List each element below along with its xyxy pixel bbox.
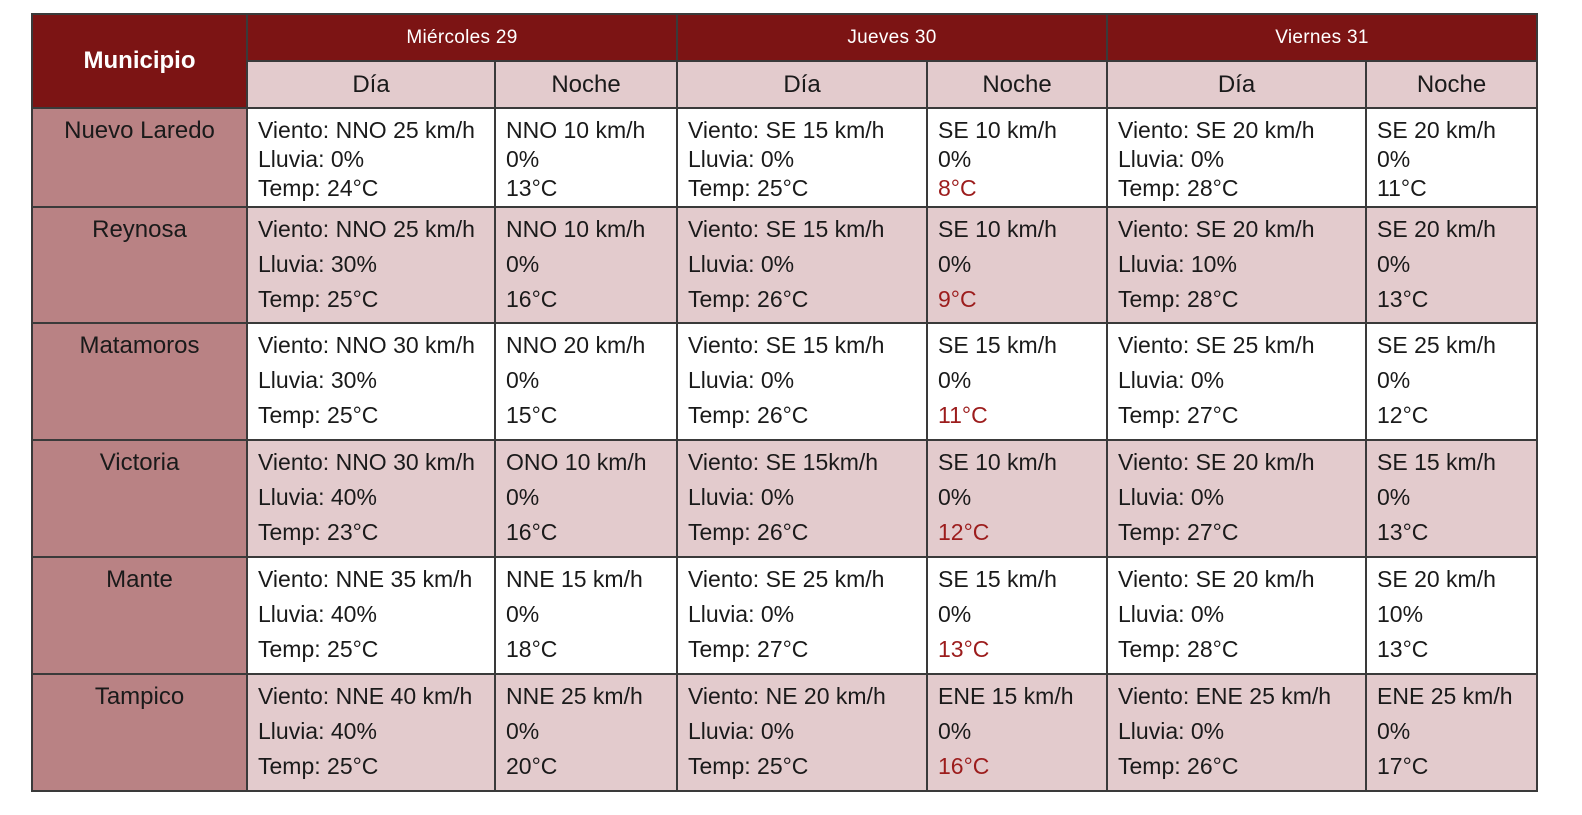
day-header-wednesday: Miércoles 29: [247, 14, 677, 61]
viento-value: Viento: NE 20 km/h: [688, 683, 886, 709]
forecast-cell: [247, 108, 495, 207]
viento-value: SE 10 km/h: [938, 216, 1057, 242]
temp-value: Temp: 28°C: [1118, 636, 1239, 662]
forecast-cell: [1107, 323, 1366, 440]
temp-value: 13°C: [1377, 519, 1429, 545]
forecast-cell: [677, 323, 927, 440]
temp-value: Temp: 24°C: [258, 175, 379, 201]
forecast-cell: [677, 108, 927, 207]
lluvia-value: Lluvia: 40%: [258, 601, 377, 627]
table-row: [32, 674, 1537, 791]
period-header-dia: Día: [247, 61, 495, 108]
lluvia-value: Lluvia: 40%: [258, 718, 377, 744]
temp-value: Temp: 27°C: [1118, 519, 1239, 545]
temp-value: Temp: 26°C: [688, 286, 809, 312]
lluvia-value: Lluvia: 0%: [688, 367, 795, 393]
temp-value: Temp: 26°C: [1118, 753, 1239, 779]
forecast-cell: [495, 323, 677, 440]
forecast-cell: [677, 557, 927, 674]
table-row: [32, 557, 1537, 674]
temp-value: 20°C: [506, 753, 558, 779]
viento-value: SE 20 km/h: [1377, 216, 1496, 242]
municipio-cell: Reynosa: [32, 207, 247, 323]
temp-value: Temp: 25°C: [258, 286, 379, 312]
viento-value: Viento: NNO 30 km/h: [258, 449, 475, 475]
forecast-cell: [927, 440, 1107, 557]
viento-value: Viento: SE 25 km/h: [688, 566, 885, 592]
lluvia-value: 0%: [1377, 367, 1411, 393]
temp-value: Temp: 23°C: [258, 519, 379, 545]
forecast-cell: [1107, 108, 1366, 207]
temp-value: 18°C: [506, 636, 558, 662]
temp-value: 12°C: [1377, 402, 1429, 428]
lluvia-value: Lluvia: 0%: [1118, 146, 1225, 172]
lluvia-value: 0%: [506, 251, 540, 277]
viento-value: SE 10 km/h: [938, 449, 1057, 475]
lluvia-value: 0%: [506, 146, 540, 172]
lluvia-value: Lluvia: 30%: [258, 251, 377, 277]
lluvia-value: 0%: [938, 601, 972, 627]
forecast-cell: [677, 674, 927, 791]
viento-value: Viento: ENE 25 km/h: [1118, 683, 1332, 709]
period-header-dia: Día: [1107, 61, 1366, 108]
municipio-header: Municipio: [32, 14, 247, 108]
municipio-cell: Mante: [32, 557, 247, 674]
temp-value: 11°C: [1377, 175, 1427, 201]
day-header-thursday: Jueves 30: [677, 14, 1107, 61]
viento-value: SE 25 km/h: [1377, 332, 1496, 358]
viento-value: Viento: NNO 30 km/h: [258, 332, 475, 358]
forecast-cell: [1107, 674, 1366, 791]
viento-value: Viento: SE 15 km/h: [688, 216, 885, 242]
forecast-cell: [247, 557, 495, 674]
temp-value: Temp: 25°C: [258, 636, 379, 662]
temp-value: 8°C: [938, 175, 977, 201]
temp-value: Temp: 26°C: [688, 402, 809, 428]
forecast-cell: [1366, 323, 1537, 440]
period-header-row: [32, 61, 1537, 108]
lluvia-value: 0%: [1377, 146, 1411, 172]
temp-value: 13°C: [506, 175, 558, 201]
viento-value: NNE 15 km/h: [506, 566, 643, 592]
lluvia-value: Lluvia: 0%: [1118, 484, 1225, 510]
viento-value: ENE 15 km/h: [938, 683, 1074, 709]
forecast-cell: [927, 557, 1107, 674]
temp-value: Temp: 28°C: [1118, 175, 1239, 201]
period-header-noche: Noche: [1366, 61, 1537, 108]
lluvia-value: Lluvia: 0%: [1118, 367, 1225, 393]
forecast-cell: [247, 323, 495, 440]
lluvia-value: Lluvia: 0%: [1118, 601, 1225, 627]
viento-value: Viento: NNE 35 km/h: [258, 566, 473, 592]
table-row: [32, 207, 1537, 323]
forecast-cell: [495, 108, 677, 207]
forecast-table: [31, 13, 1538, 792]
lluvia-value: Lluvia: 0%: [688, 251, 795, 277]
forecast-cell: [1366, 557, 1537, 674]
forecast-cell: [1107, 440, 1366, 557]
temp-value: Temp: 25°C: [258, 402, 379, 428]
temp-value: 16°C: [506, 519, 558, 545]
lluvia-value: 0%: [938, 251, 972, 277]
forecast-cell: [1366, 108, 1537, 207]
forecast-cell: [495, 557, 677, 674]
forecast-cell: [677, 440, 927, 557]
top-strip: [0, 0, 1582, 12]
viento-value: Viento: SE 20 km/h: [1118, 449, 1315, 475]
lluvia-value: Lluvia: 0%: [688, 146, 795, 172]
period-header-dia: Día: [677, 61, 927, 108]
forecast-cell: [677, 207, 927, 323]
viento-value: SE 20 km/h: [1377, 117, 1496, 143]
temp-value: 11°C: [938, 402, 988, 428]
temp-value: 9°C: [938, 286, 977, 312]
viento-value: ONO 10 km/h: [506, 449, 647, 475]
temp-value: 13°C: [938, 636, 990, 662]
table-row: [32, 108, 1537, 207]
forecast-cell: [927, 108, 1107, 207]
table-row: [32, 323, 1537, 440]
municipio-cell: Tampico: [32, 674, 247, 791]
viento-value: NNE 25 km/h: [506, 683, 643, 709]
viento-value: Viento: NNE 40 km/h: [258, 683, 473, 709]
forecast-cell: [1107, 207, 1366, 323]
municipio-cell: Victoria: [32, 440, 247, 557]
viento-value: SE 20 km/h: [1377, 566, 1496, 592]
viento-value: Viento: SE 20 km/h: [1118, 566, 1315, 592]
lluvia-value: 10%: [1377, 601, 1424, 627]
temp-value: 16°C: [506, 286, 558, 312]
lluvia-value: 0%: [938, 484, 972, 510]
viento-value: Viento: SE 20 km/h: [1118, 117, 1315, 143]
viento-value: Viento: NNO 25 km/h: [258, 117, 475, 143]
temp-value: 12°C: [938, 519, 990, 545]
temp-value: 15°C: [506, 402, 558, 428]
municipio-cell: Matamoros: [32, 323, 247, 440]
viento-value: NNO 10 km/h: [506, 216, 646, 242]
temp-value: Temp: 27°C: [688, 636, 809, 662]
day-header-friday: Viernes 31: [1107, 14, 1537, 61]
forecast-cell: [1366, 207, 1537, 323]
forecast-cell: [495, 207, 677, 323]
lluvia-value: Lluvia: 0%: [258, 146, 365, 172]
viento-value: ENE 25 km/h: [1377, 683, 1513, 709]
lluvia-value: 0%: [938, 367, 972, 393]
temp-value: 16°C: [938, 753, 990, 779]
viento-value: Viento: SE 20 km/h: [1118, 216, 1315, 242]
period-header-noche: Noche: [495, 61, 677, 108]
lluvia-value: Lluvia: 30%: [258, 367, 377, 393]
viento-value: SE 15 km/h: [1377, 449, 1496, 475]
viento-value: Viento: SE 25 km/h: [1118, 332, 1315, 358]
forecast-cell: [247, 207, 495, 323]
forecast-cell: [495, 674, 677, 791]
lluvia-value: Lluvia: 0%: [688, 718, 795, 744]
lluvia-value: Lluvia: 0%: [688, 484, 795, 510]
period-header-noche: Noche: [927, 61, 1107, 108]
viento-value: Viento: SE 15 km/h: [688, 117, 885, 143]
viento-value: Viento: NNO 25 km/h: [258, 216, 475, 242]
viento-value: SE 15 km/h: [938, 332, 1057, 358]
forecast-cell: [1366, 440, 1537, 557]
lluvia-value: 0%: [938, 718, 972, 744]
temp-value: 13°C: [1377, 286, 1429, 312]
lluvia-value: Lluvia: 40%: [258, 484, 377, 510]
lluvia-value: 0%: [506, 484, 540, 510]
lluvia-value: Lluvia: 10%: [1118, 251, 1237, 277]
temp-value: Temp: 28°C: [1118, 286, 1239, 312]
temp-value: Temp: 25°C: [258, 753, 379, 779]
temp-value: 17°C: [1377, 753, 1429, 779]
forecast-cell: [495, 440, 677, 557]
forecast-cell: [247, 674, 495, 791]
lluvia-value: 0%: [506, 367, 540, 393]
forecast-cell: [1107, 557, 1366, 674]
temp-value: Temp: 26°C: [688, 519, 809, 545]
lluvia-value: 0%: [506, 601, 540, 627]
temp-value: Temp: 25°C: [688, 175, 809, 201]
temp-value: Temp: 27°C: [1118, 402, 1239, 428]
lluvia-value: 0%: [1377, 484, 1411, 510]
municipio-cell: Nuevo Laredo: [32, 108, 247, 207]
viento-value: SE 15 km/h: [938, 566, 1057, 592]
viento-value: NNO 20 km/h: [506, 332, 646, 358]
table-row: [32, 440, 1537, 557]
viento-value: NNO 10 km/h: [506, 117, 646, 143]
temp-value: Temp: 25°C: [688, 753, 809, 779]
forecast-cell: [247, 440, 495, 557]
forecast-cell: [927, 674, 1107, 791]
day-header-row: [32, 14, 1537, 61]
forecast-cell: [927, 207, 1107, 323]
temp-value: 13°C: [1377, 636, 1429, 662]
lluvia-value: 0%: [938, 146, 972, 172]
viento-value: Viento: SE 15 km/h: [688, 332, 885, 358]
forecast-cell: [927, 323, 1107, 440]
viento-value: Viento: SE 15km/h: [688, 449, 879, 475]
lluvia-value: Lluvia: 0%: [688, 601, 795, 627]
forecast-cell: [1366, 674, 1537, 791]
lluvia-value: 0%: [1377, 251, 1411, 277]
viento-value: SE 10 km/h: [938, 117, 1057, 143]
lluvia-value: 0%: [506, 718, 540, 744]
lluvia-value: Lluvia: 0%: [1118, 718, 1225, 744]
lluvia-value: 0%: [1377, 718, 1411, 744]
